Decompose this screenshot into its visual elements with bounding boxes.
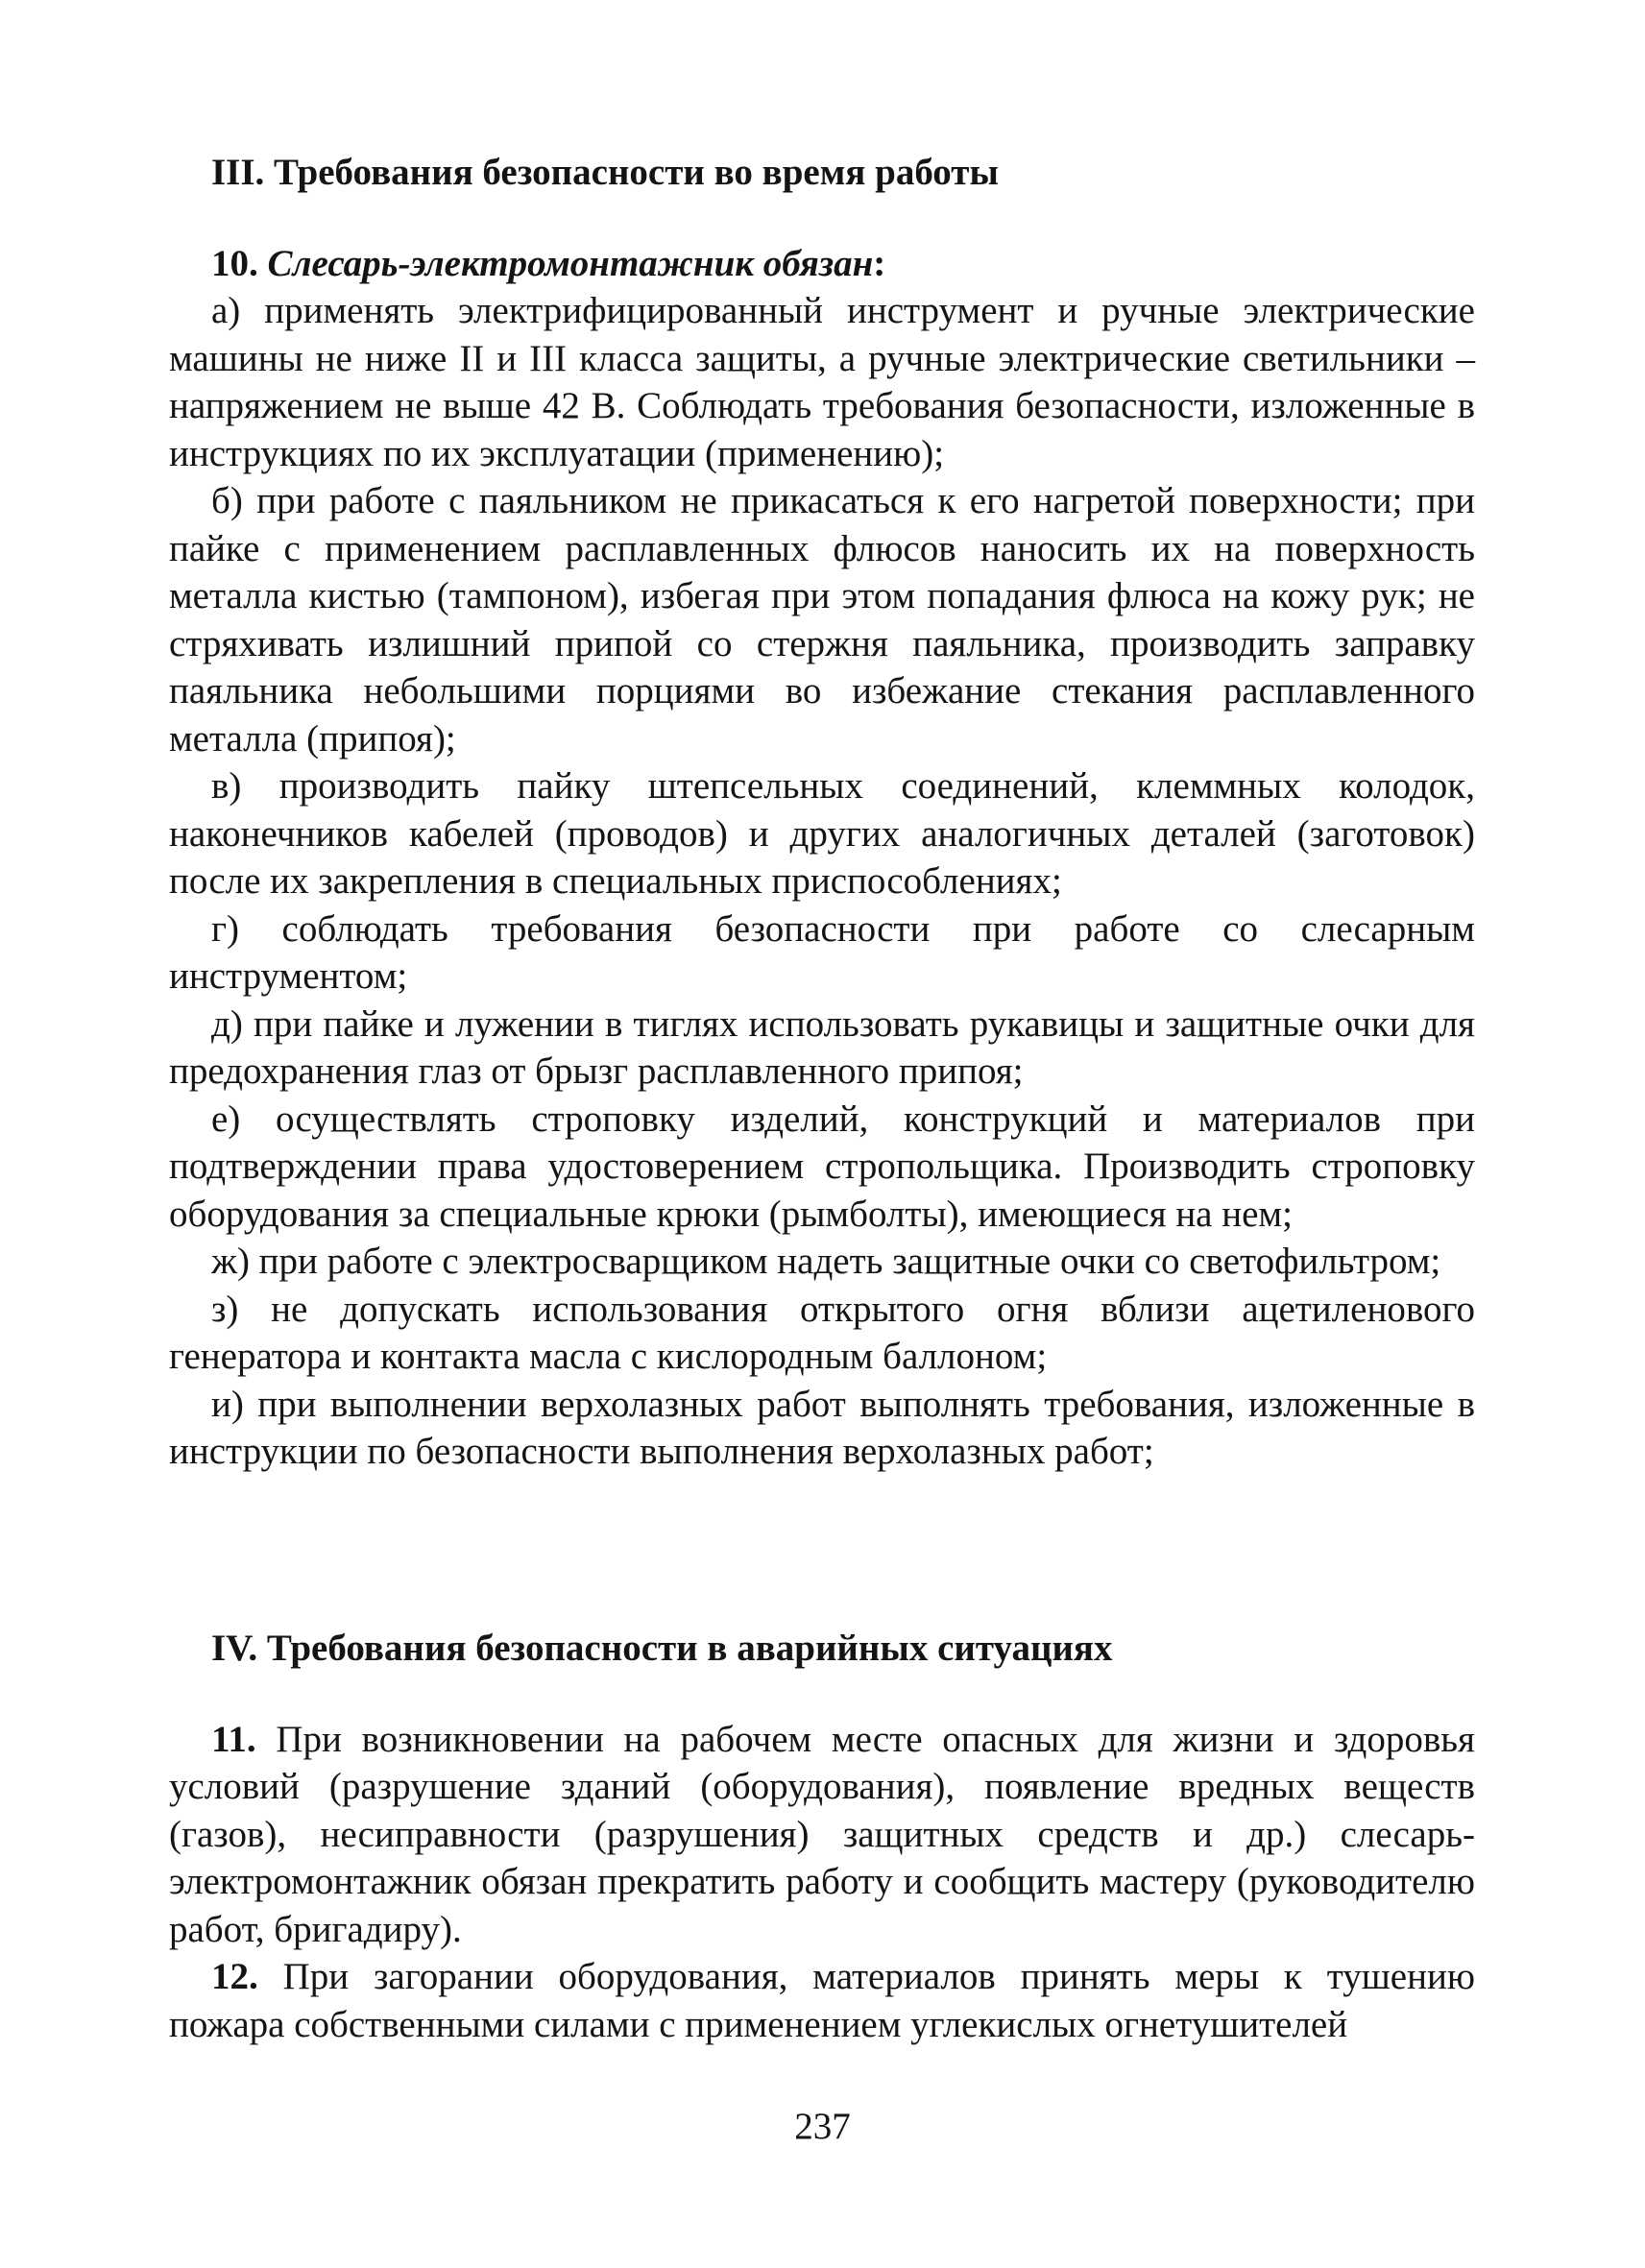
item-10-lead-colon: :	[873, 242, 886, 284]
item-10-lead	[169, 240, 1475, 288]
item-11-text: При возникновении на рабочем месте опасных для жизни и здоровья условий (разрушение зданий (оборудования), появление вредных веществ (газов), несиправности (разрушения) защитных средств и др.) слесарь-электромонтажник обязан прекратить работу и сообщить мастеру (руководителю работ, бригадиру).	[169, 1718, 1475, 1950]
section-4	[169, 1625, 1475, 2048]
subitem-i: и) при выполнении верхолазных работ выполнять требования, изложенные в инструкции по безопасности выполнения верхолазных работ;	[169, 1383, 1475, 1472]
item-10-number: 10.	[211, 242, 258, 284]
item-11-number: 11.	[211, 1718, 256, 1760]
subitem-e: е) осуществлять строповку изделий, конструкций и материалов при подтверждении права удостоверением стропольщика. Производить строповку оборудования за специальные крюки (рымболты), имеющиеся на нем;	[169, 1098, 1475, 1235]
item-12-number: 12.	[211, 1956, 258, 1997]
section-3	[169, 149, 1475, 1476]
subitem-g: г) соблюдать требования безопасности при работе со слесарным инструментом;	[169, 907, 1475, 997]
subitem-a: а) применять электрифицированный инструмент и ручные электрические машины не ниже II и III класса защиты, а ручные электрические светильники – напряжением не выше 42 В. Соблюдать требования безопасности, изложенные в инструкциях по их эксплуатации (применению);	[169, 290, 1475, 474]
item-11	[169, 1716, 1475, 1954]
subitem-zh: ж) при работе с электросварщиком надеть защитные очки со светофильтром;	[211, 1241, 1441, 1282]
subitem-b: б) при работе с паяльником не прикасаться к его нагретой поверхности; при пайке с применением расплавленных флюсов наносить их на поверхность металла кистью (тампоном), избегая при этом попадания флюса на кожу рук; не стряхивать излишний припой со стержня паяльника, производить заправку паяльника небольшими порциями во избежание стекания расплавленного металла (припоя);	[169, 480, 1475, 760]
subitem-z: з) не допускать использования открытого огня вблизи ацетиленового генератора и контакта масла с кислородным баллоном;	[169, 1288, 1475, 1377]
section-3-heading: III. Требования безопасности во время работы	[211, 152, 999, 193]
subitem-d: д) при пайке и лужении в тиглях использовать рукавицы и защитные очки для предохранения глаз от брызг расплавленного припоя;	[169, 1002, 1475, 1092]
section-4-heading: IV. Требования безопасности в аварийных ситуациях	[211, 1628, 1113, 1669]
page-number: 237	[794, 2106, 851, 2147]
subitem-v: в) производить пайку штепсельных соединений, клеммных колодок, наконечников кабелей (проводов) и других аналогичных деталей (заготовок) после их закрепления в специальных приспособлениях;	[169, 765, 1475, 902]
item-10-lead-text: Слесарь-электромонтажник обязан	[267, 242, 874, 284]
item-12-text: При загорании оборудования, материалов принять меры к тушению пожара собственными силами с применением углекислых огнетушителей	[169, 1956, 1475, 2045]
item-12	[169, 1953, 1475, 2048]
